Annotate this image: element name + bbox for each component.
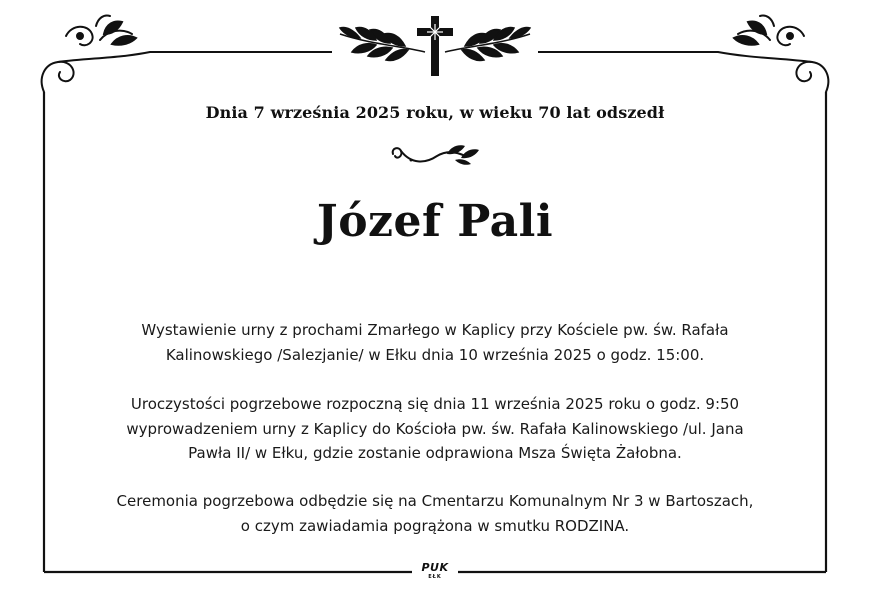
- paragraph-line: Ceremonia pogrzebowa odbędzie się na Cmentarzu Komunalnym Nr 3 w Bartoszach,: [116, 492, 754, 510]
- cross-with-laurel-icon: [340, 16, 530, 76]
- floral-corner-left-icon: [42, 15, 150, 92]
- intro-line: Dnia 7 września 2025 roku, w wieku 70 lat odszedł: [205, 103, 665, 122]
- paragraph-line: Wystawienie urny z prochami Zmarłego w Kaplicy przy Kościele pw. św. Rafała: [141, 321, 729, 339]
- paragraph-ceremony: [70, 392, 800, 466]
- logo-main-text: PUK: [421, 561, 449, 574]
- logo-sub-text: EŁK: [428, 574, 442, 580]
- paragraph-line: Uroczystości pogrzebowe rozpoczną się dnia 11 września 2025 roku o godz. 9:50: [130, 395, 740, 413]
- floral-corner-right-icon: [718, 15, 828, 92]
- puk-logo: [412, 562, 458, 584]
- leaf-swirl-divider-icon: [385, 142, 485, 172]
- paragraph-line: Kalinowskiego /Salezjanie/ w Ełku dnia 10 września 2025 o godz. 15:00.: [165, 345, 705, 364]
- paragraph-line: Pawła II/ w Ełku, gdzie zostanie odprawiona Msza Święta Żałobna.: [188, 444, 682, 462]
- paragraph-line: o czym zawiadamia pogrążona w smutku RODZINA.: [240, 516, 630, 535]
- paragraph-viewing: [70, 318, 800, 367]
- paragraph-burial: [70, 489, 800, 538]
- paragraph-line: wyprowadzeniem urny z Kaplicy do Kościoła pw. św. Rafała Kalinowskiego /ul. Jana: [126, 419, 744, 438]
- deceased-name: Józef Pali: [316, 196, 554, 247]
